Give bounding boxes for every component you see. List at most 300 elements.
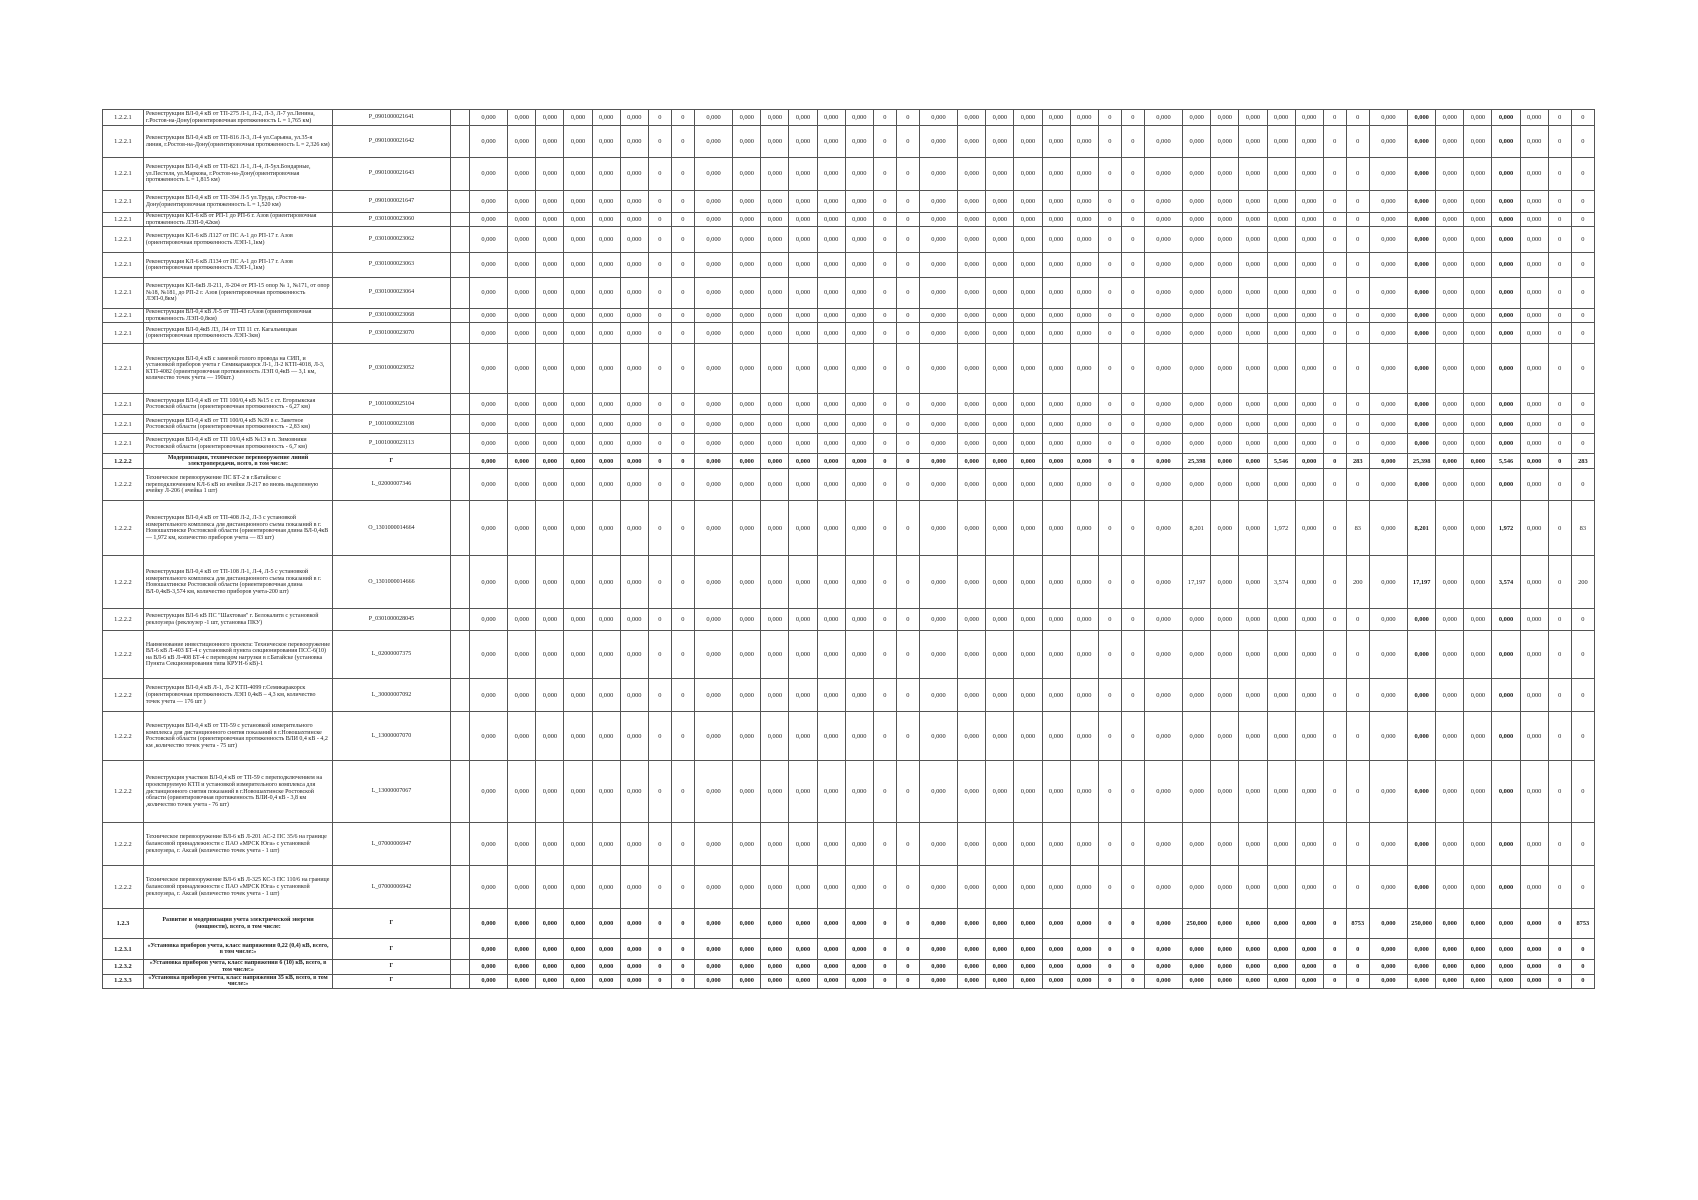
value-cell: 0: [1323, 909, 1346, 939]
row-number-cell: 1.2.2.2: [103, 469, 144, 501]
value-cell: 0: [1548, 110, 1571, 126]
value-cell: 0,000: [1295, 609, 1323, 631]
value-cell: 0,000: [620, 679, 648, 712]
value-cell: 0,000: [1369, 761, 1407, 823]
value-cell: 0,000: [1144, 974, 1182, 988]
value-cell: 0,000: [1183, 823, 1211, 866]
value-cell: 0,000: [1464, 434, 1492, 454]
row-number-cell: 1.2.3.3: [103, 974, 144, 988]
value-cell: 0,000: [919, 278, 957, 309]
value-cell: 0: [1323, 126, 1346, 158]
value-cell: 0,000: [1408, 110, 1436, 126]
value-cell: 0,000: [508, 309, 536, 323]
value-cell: 0,000: [694, 556, 732, 609]
row-number-cell: 1.2.3: [103, 909, 144, 939]
value-cell: 0,000: [1070, 609, 1098, 631]
value-cell: 0,000: [1239, 974, 1267, 988]
value-cell: 0,000: [508, 501, 536, 556]
value-cell: 0: [1121, 126, 1144, 158]
value-cell: 0,000: [919, 679, 957, 712]
value-cell: 0: [671, 679, 694, 712]
value-cell: 0,000: [1239, 278, 1267, 309]
value-cell: 0,000: [620, 434, 648, 454]
value-cell: 0,000: [1042, 158, 1070, 191]
value-cell: 0,000: [845, 158, 873, 191]
value-cell: 0,000: [1267, 823, 1295, 866]
value-cell: 0,000: [733, 960, 761, 974]
row-number-cell: 1.2.2.2: [103, 761, 144, 823]
value-cell: 0,000: [789, 556, 817, 609]
value-cell: 0,000: [592, 191, 620, 213]
value-cell: 0,000: [986, 454, 1014, 469]
value-cell: 0,000: [986, 866, 1014, 909]
value-cell: 0,000: [564, 974, 592, 988]
value-cell: 0,000: [508, 253, 536, 278]
value-cell: 0,000: [1042, 394, 1070, 415]
value-cell: 0: [1571, 191, 1594, 213]
spacer-cell: [450, 823, 469, 866]
value-cell: 0,000: [1464, 309, 1492, 323]
value-cell: 0,000: [536, 110, 564, 126]
value-cell: 0,000: [919, 158, 957, 191]
value-cell: 0: [1323, 434, 1346, 454]
value-cell: 0,000: [508, 213, 536, 227]
value-cell: 0: [648, 823, 671, 866]
value-cell: 0,000: [1520, 278, 1548, 309]
value-cell: 0,000: [694, 158, 732, 191]
value-cell: 0,000: [1464, 454, 1492, 469]
value-cell: 0,000: [1144, 556, 1182, 609]
value-cell: 0,000: [1239, 191, 1267, 213]
value-cell: 0,000: [733, 158, 761, 191]
value-cell: 0,000: [1295, 960, 1323, 974]
value-cell: 0,000: [469, 158, 507, 191]
value-cell: 0,000: [564, 434, 592, 454]
value-cell: 0: [671, 609, 694, 631]
value-cell: 0,000: [1369, 278, 1407, 309]
value-cell: 283: [1571, 454, 1594, 469]
value-cell: 0: [896, 278, 919, 309]
value-cell: 0: [896, 761, 919, 823]
row-number-cell: 1.2.2.1: [103, 394, 144, 415]
value-cell: 0,000: [1183, 213, 1211, 227]
value-cell: 0,000: [1042, 126, 1070, 158]
value-cell: 0,000: [1042, 712, 1070, 761]
value-cell: 0,000: [986, 344, 1014, 394]
value-cell: 0,000: [469, 415, 507, 434]
value-cell: 0,000: [1211, 823, 1239, 866]
value-cell: 0,000: [592, 394, 620, 415]
value-cell: 0,000: [1520, 556, 1548, 609]
value-cell: 0,000: [845, 712, 873, 761]
value-cell: 0,000: [789, 960, 817, 974]
value-cell: 0,000: [817, 344, 845, 394]
spacer-cell: [450, 394, 469, 415]
value-cell: 0,000: [919, 253, 957, 278]
value-cell: 0,000: [958, 227, 986, 253]
project-code-cell: O_1301000014666: [333, 556, 451, 609]
value-cell: 0,000: [986, 939, 1014, 960]
value-cell: 0: [1098, 939, 1121, 960]
spacer-cell: [450, 866, 469, 909]
project-code-cell: P_0301000023063: [333, 253, 451, 278]
investment-program-table-sheet: [102, 109, 1595, 989]
value-cell: 0,000: [1239, 434, 1267, 454]
value-cell: 0,000: [958, 434, 986, 454]
value-cell: 0: [1323, 323, 1346, 344]
project-code-cell: P_0901000021647: [333, 191, 451, 213]
value-cell: 0: [1571, 712, 1594, 761]
value-cell: 0,000: [1183, 712, 1211, 761]
value-cell: 0: [1346, 253, 1369, 278]
value-cell: 0,000: [536, 939, 564, 960]
value-cell: 0,000: [536, 761, 564, 823]
value-cell: 0,000: [620, 712, 648, 761]
value-cell: 0,000: [733, 909, 761, 939]
value-cell: 0,000: [789, 323, 817, 344]
value-cell: 0,000: [1492, 609, 1520, 631]
value-cell: 0,000: [817, 227, 845, 253]
value-cell: 0,000: [1464, 761, 1492, 823]
value-cell: 0: [1121, 469, 1144, 501]
value-cell: 0: [1548, 712, 1571, 761]
value-cell: 0,000: [986, 712, 1014, 761]
value-cell: 0: [1548, 609, 1571, 631]
value-cell: 0: [873, 712, 896, 761]
value-cell: 0,000: [845, 866, 873, 909]
value-cell: 0,000: [1014, 394, 1042, 415]
value-cell: 0: [648, 158, 671, 191]
value-cell: 0,000: [845, 126, 873, 158]
value-cell: 0,000: [958, 679, 986, 712]
spacer-cell: [450, 213, 469, 227]
value-cell: 0,000: [1211, 712, 1239, 761]
value-cell: 0,000: [1042, 909, 1070, 939]
value-cell: 0,000: [1042, 501, 1070, 556]
value-cell: 0: [1323, 415, 1346, 434]
value-cell: 0,000: [1183, 415, 1211, 434]
value-cell: 0,000: [1014, 227, 1042, 253]
value-cell: 0: [873, 960, 896, 974]
value-cell: 200: [1571, 556, 1594, 609]
value-cell: 0,000: [694, 191, 732, 213]
project-name-cell: «Установка приборов учета, класс напряжения 6 (10) кВ, всего, в том числе:»: [143, 960, 332, 974]
value-cell: 0,000: [1239, 960, 1267, 974]
project-name-cell: Реконструкция ВЛ-0,4 кВ от ТП-275 Л-1, Л-2, Л-3, Л-7 ул.Ленина, г.Ростов-на-Дону(ориентировочная протяженность L = 1,765 км): [143, 110, 332, 126]
value-cell: 0: [1548, 974, 1571, 988]
value-cell: 0,000: [1183, 126, 1211, 158]
value-cell: 0,000: [469, 434, 507, 454]
value-cell: 0,000: [1267, 631, 1295, 679]
value-cell: 0,000: [536, 227, 564, 253]
value-cell: 0,000: [1492, 823, 1520, 866]
project-name-cell: Реконструкция ВЛ-0,4 кВ от ТП 10/0,4 кВ №13 в п. Зимовники Ростовской области (ориентировочная протяженность - 6,7 км): [143, 434, 332, 454]
value-cell: 0,000: [469, 609, 507, 631]
value-cell: 0,000: [1070, 227, 1098, 253]
value-cell: 0: [1548, 213, 1571, 227]
value-cell: 0: [1571, 866, 1594, 909]
value-cell: 0,000: [1295, 823, 1323, 866]
value-cell: 0,000: [1492, 191, 1520, 213]
value-cell: 8753: [1571, 909, 1594, 939]
value-cell: 0: [1098, 469, 1121, 501]
value-cell: 0,000: [1408, 866, 1436, 909]
value-cell: 0,000: [1211, 253, 1239, 278]
value-cell: 0,000: [469, 761, 507, 823]
value-cell: 0,000: [1520, 323, 1548, 344]
value-cell: 0,000: [1144, 110, 1182, 126]
value-cell: 0,000: [1436, 866, 1464, 909]
value-cell: 0,000: [1408, 415, 1436, 434]
value-cell: 0,000: [1295, 110, 1323, 126]
value-cell: 0,000: [817, 158, 845, 191]
value-cell: 0,000: [817, 761, 845, 823]
value-cell: 0,000: [919, 909, 957, 939]
value-cell: 0,000: [1295, 415, 1323, 434]
value-cell: 0,000: [1183, 394, 1211, 415]
value-cell: 0,000: [1492, 278, 1520, 309]
value-cell: 0,000: [536, 126, 564, 158]
value-cell: 0,000: [1267, 960, 1295, 974]
table-row: [103, 278, 1595, 309]
value-cell: 0,000: [469, 939, 507, 960]
value-cell: 0,000: [1492, 761, 1520, 823]
value-cell: 0: [1346, 866, 1369, 909]
value-cell: 0: [1548, 126, 1571, 158]
value-cell: 0,000: [564, 761, 592, 823]
value-cell: 0: [648, 394, 671, 415]
table-row: [103, 939, 1595, 960]
value-cell: 0,000: [620, 394, 648, 415]
value-cell: 0,000: [789, 253, 817, 278]
value-cell: 0,000: [845, 227, 873, 253]
table-row: [103, 126, 1595, 158]
value-cell: 0,000: [1211, 761, 1239, 823]
value-cell: 0,000: [1436, 960, 1464, 974]
value-cell: 0,000: [1183, 323, 1211, 344]
spacer-cell: [450, 679, 469, 712]
value-cell: 0: [1571, 631, 1594, 679]
row-number-cell: 1.2.2.2: [103, 712, 144, 761]
spacer-cell: [450, 556, 469, 609]
value-cell: 0: [873, 415, 896, 434]
value-cell: 0,000: [620, 309, 648, 323]
value-cell: 0,000: [1464, 278, 1492, 309]
value-cell: 0,000: [817, 974, 845, 988]
value-cell: 0,000: [469, 191, 507, 213]
value-cell: 0,000: [1436, 909, 1464, 939]
spacer-cell: [450, 191, 469, 213]
value-cell: 0: [1121, 158, 1144, 191]
value-cell: 0,000: [1211, 309, 1239, 323]
value-cell: 0,000: [1042, 415, 1070, 434]
value-cell: 0,000: [1436, 415, 1464, 434]
value-cell: 0: [1323, 158, 1346, 191]
value-cell: 0,000: [1295, 761, 1323, 823]
value-cell: 0: [1571, 227, 1594, 253]
value-cell: 0: [1548, 158, 1571, 191]
value-cell: 0,000: [1295, 454, 1323, 469]
value-cell: 0,000: [1464, 126, 1492, 158]
project-code-cell: Г: [333, 909, 451, 939]
value-cell: 0: [1571, 434, 1594, 454]
value-cell: 0: [671, 960, 694, 974]
value-cell: 0,000: [1369, 974, 1407, 988]
value-cell: 0,000: [1295, 631, 1323, 679]
value-cell: 0,000: [789, 227, 817, 253]
value-cell: 0: [1548, 434, 1571, 454]
value-cell: 0: [1346, 823, 1369, 866]
value-cell: 0: [671, 712, 694, 761]
value-cell: 0: [1548, 761, 1571, 823]
value-cell: 0,000: [1408, 939, 1436, 960]
value-cell: 0: [1098, 110, 1121, 126]
value-cell: 0: [873, 394, 896, 415]
value-cell: 0: [671, 631, 694, 679]
value-cell: 0,000: [789, 823, 817, 866]
value-cell: 0,000: [1408, 631, 1436, 679]
value-cell: 0,000: [1408, 309, 1436, 323]
value-cell: 0: [1098, 609, 1121, 631]
spacer-cell: [450, 253, 469, 278]
value-cell: 0,000: [986, 960, 1014, 974]
value-cell: 0,000: [761, 761, 789, 823]
value-cell: 0: [648, 939, 671, 960]
value-cell: 0,000: [1492, 227, 1520, 253]
value-cell: 0,000: [469, 213, 507, 227]
value-cell: 0: [896, 191, 919, 213]
value-cell: 0: [1346, 344, 1369, 394]
project-name-cell: Реконструкция ВЛ-0,4 кВ от ТП 100/0,4 кВ №39 в с. Заветное Ростовской области (ориентировочная протяженность - 2,83 км): [143, 415, 332, 434]
value-cell: 0: [1098, 960, 1121, 974]
value-cell: 0,000: [564, 631, 592, 679]
value-cell: 0,000: [1144, 191, 1182, 213]
value-cell: 0,000: [536, 434, 564, 454]
value-cell: 0,000: [1369, 679, 1407, 712]
project-name-cell: Реконструкция КЛ-6 кВ Л127 от ПС А-1 до РП-17 г. Азов (ориентировочная протяженность ЛЭП-1,1км): [143, 227, 332, 253]
value-cell: 0,000: [733, 415, 761, 434]
value-cell: 0,000: [592, 454, 620, 469]
value-cell: 0,000: [1239, 454, 1267, 469]
value-cell: 0,000: [845, 761, 873, 823]
value-cell: 0: [1323, 309, 1346, 323]
value-cell: 0,000: [1144, 469, 1182, 501]
value-cell: 0,000: [469, 823, 507, 866]
value-cell: 0,000: [1183, 158, 1211, 191]
value-cell: 0,000: [1436, 126, 1464, 158]
value-cell: 0,000: [1042, 866, 1070, 909]
value-cell: 0,000: [1211, 191, 1239, 213]
value-cell: 0,000: [789, 278, 817, 309]
value-cell: 0,000: [592, 679, 620, 712]
value-cell: 0,000: [1464, 394, 1492, 415]
value-cell: 0: [1346, 213, 1369, 227]
value-cell: 0: [648, 501, 671, 556]
project-code-cell: P_0301000028045: [333, 609, 451, 631]
value-cell: 0: [1548, 679, 1571, 712]
value-cell: 200: [1346, 556, 1369, 609]
project-code-cell: P_0901000021641: [333, 110, 451, 126]
value-cell: 0: [1571, 213, 1594, 227]
value-cell: 0,000: [469, 323, 507, 344]
project-name-cell: Реконструкция ВЛ-0,4 кВ от ТП-816 Л-3, Л-4 ул.Сарьяна, ул.35-я линия, г.Ростов-на-Дону(ориентировочная протяженность L = 2,326 км): [143, 126, 332, 158]
value-cell: 0,000: [1408, 126, 1436, 158]
value-cell: 0,000: [986, 227, 1014, 253]
value-cell: 0,000: [1295, 556, 1323, 609]
value-cell: 0,000: [1436, 213, 1464, 227]
value-cell: 0,000: [1239, 501, 1267, 556]
value-cell: 0,000: [508, 227, 536, 253]
value-cell: 0,000: [1520, 213, 1548, 227]
table-row: [103, 761, 1595, 823]
value-cell: 0,000: [508, 158, 536, 191]
value-cell: 0,000: [536, 631, 564, 679]
value-cell: 0,000: [733, 556, 761, 609]
value-cell: 0: [648, 191, 671, 213]
value-cell: 0,000: [694, 278, 732, 309]
value-cell: 0,000: [1295, 309, 1323, 323]
value-cell: 0,000: [761, 469, 789, 501]
value-cell: 0: [1098, 454, 1121, 469]
value-cell: 0,000: [536, 823, 564, 866]
value-cell: 0: [1121, 974, 1144, 988]
value-cell: 0,000: [1042, 679, 1070, 712]
value-cell: 0,000: [919, 712, 957, 761]
value-cell: 0: [873, 609, 896, 631]
spacer-cell: [450, 761, 469, 823]
value-cell: 0,000: [1436, 712, 1464, 761]
value-cell: 0,000: [1183, 960, 1211, 974]
value-cell: 0,000: [620, 469, 648, 501]
value-cell: 0,000: [1520, 126, 1548, 158]
value-cell: 0: [1323, 213, 1346, 227]
value-cell: 0,000: [1014, 191, 1042, 213]
value-cell: 0: [1121, 394, 1144, 415]
value-cell: 0,000: [694, 434, 732, 454]
spacer-cell: [450, 126, 469, 158]
value-cell: 0,000: [1520, 960, 1548, 974]
value-cell: 0,000: [536, 213, 564, 227]
row-number-cell: 1.2.2.2: [103, 866, 144, 909]
value-cell: 0,000: [1464, 679, 1492, 712]
value-cell: 0,000: [958, 960, 986, 974]
row-number-cell: 1.2.2.1: [103, 323, 144, 344]
value-cell: 0,000: [958, 761, 986, 823]
value-cell: 0,000: [1295, 909, 1323, 939]
value-cell: 0,000: [1144, 761, 1182, 823]
value-cell: 0: [671, 866, 694, 909]
value-cell: 0,000: [986, 434, 1014, 454]
table-row: [103, 712, 1595, 761]
value-cell: 0,000: [1464, 823, 1492, 866]
value-cell: 0: [1548, 469, 1571, 501]
value-cell: 0: [896, 110, 919, 126]
project-name-cell: Реконструкция ВЛ-0,4 кВ от ТП-59 с установкой измерительного комплекса для дистанционного снятия показаний в г.Новошахтинске Ростовской области (ориентировочная протяженность ВЛИ 0,4 кВ - 4,2 км ,количество точек учета - 75 шт): [143, 712, 332, 761]
value-cell: 0,000: [469, 679, 507, 712]
value-cell: 0: [671, 213, 694, 227]
value-cell: 0,000: [817, 415, 845, 434]
value-cell: 0,000: [1211, 631, 1239, 679]
value-cell: 0,000: [694, 126, 732, 158]
value-cell: 0,000: [1520, 974, 1548, 988]
value-cell: 0,000: [564, 126, 592, 158]
value-cell: 0,000: [1211, 679, 1239, 712]
value-cell: 0,000: [733, 394, 761, 415]
value-cell: 0,000: [919, 469, 957, 501]
row-number-cell: 1.2.2.1: [103, 278, 144, 309]
value-cell: 0,000: [1211, 501, 1239, 556]
value-cell: 0,000: [1267, 469, 1295, 501]
